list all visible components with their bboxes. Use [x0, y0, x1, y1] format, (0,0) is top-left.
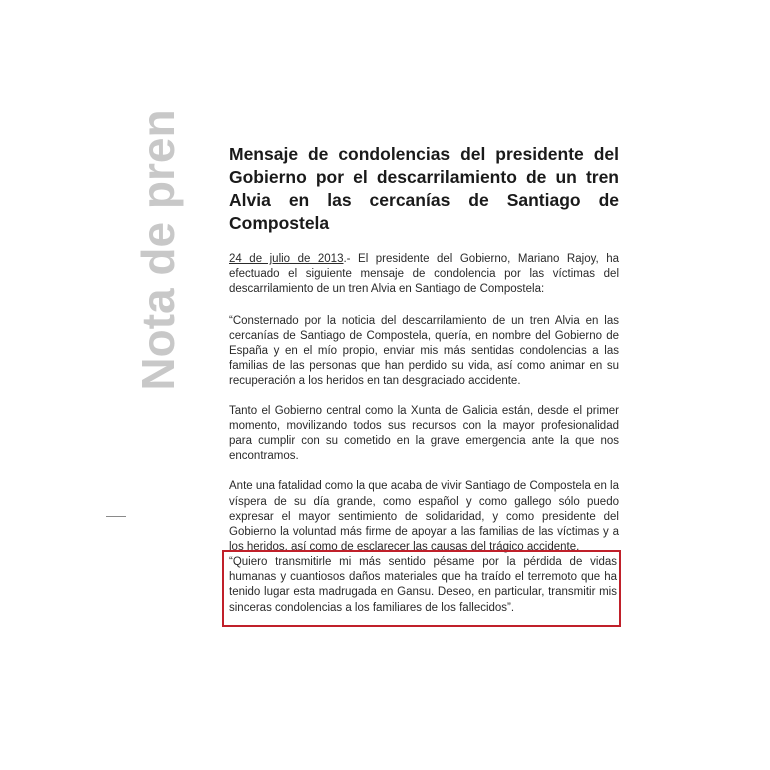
press-release-side-label: Nota de pren: [132, 109, 184, 391]
highlighted-paragraph: “Quiero transmitirle mi más sentido pésame por la pérdida de vidas humanas y cuantiosos daños materiales que ha traído el terremoto que ha tenido lugar esta madrugada en Gansu. Deseo, en particular, transmitir mis sinceras condolencias a los familiares de los fallecidos”.: [229, 556, 617, 614]
side-divider: [106, 516, 126, 517]
message-paragraph-2: Tanto el Gobierno central como la Xunta de Galicia están, desde el primer momento, movilizando todos sus recursos con la mayor profesionalidad para cumplir con su cometido en la grave emergencia ante la que nos encontramos.: [229, 404, 619, 463]
release-date: 24 de julio de 2013: [229, 253, 344, 265]
press-release-body: [229, 143, 619, 555]
intro-paragraph: [229, 252, 619, 298]
message-paragraph-1: “Consternado por la noticia del descarrilamiento de un tren Alvia en las cercanías de Santiago de Compostela, quería, en nombre del Gobierno de España y en el mío propio, enviar mis más sentidas condolencias a las familias de las personas que han perdido su vida, así como animar en su recuperación a los heridos en tan desgraciado accidente.: [229, 314, 619, 388]
message-paragraph-3: Ante una fatalidad como la que acaba de vivir Santiago de Compostela en la víspera de su día grande, como español y como gallego sólo puedo expresar el mayor sentimiento de solidaridad, y como presidente del Gobierno la voluntad más firme de apoyar a las familias de las víctimas y a los heridos, así como de esclarecer las causas del trágico accidente.: [229, 480, 619, 554]
intro-text: .- El presidente del Gobierno, Mariano Rajoy, ha efectuado el siguiente mensaje de condolencia por las víctimas del descarrilamiento de un tren Alvia en Santiago de Compostela:: [229, 253, 619, 296]
press-release-title: Mensaje de condolencias del presidente del Gobierno por el descarrilamiento de un tren Alvia en las cercanías de Santiago de Compostela: [229, 144, 619, 233]
